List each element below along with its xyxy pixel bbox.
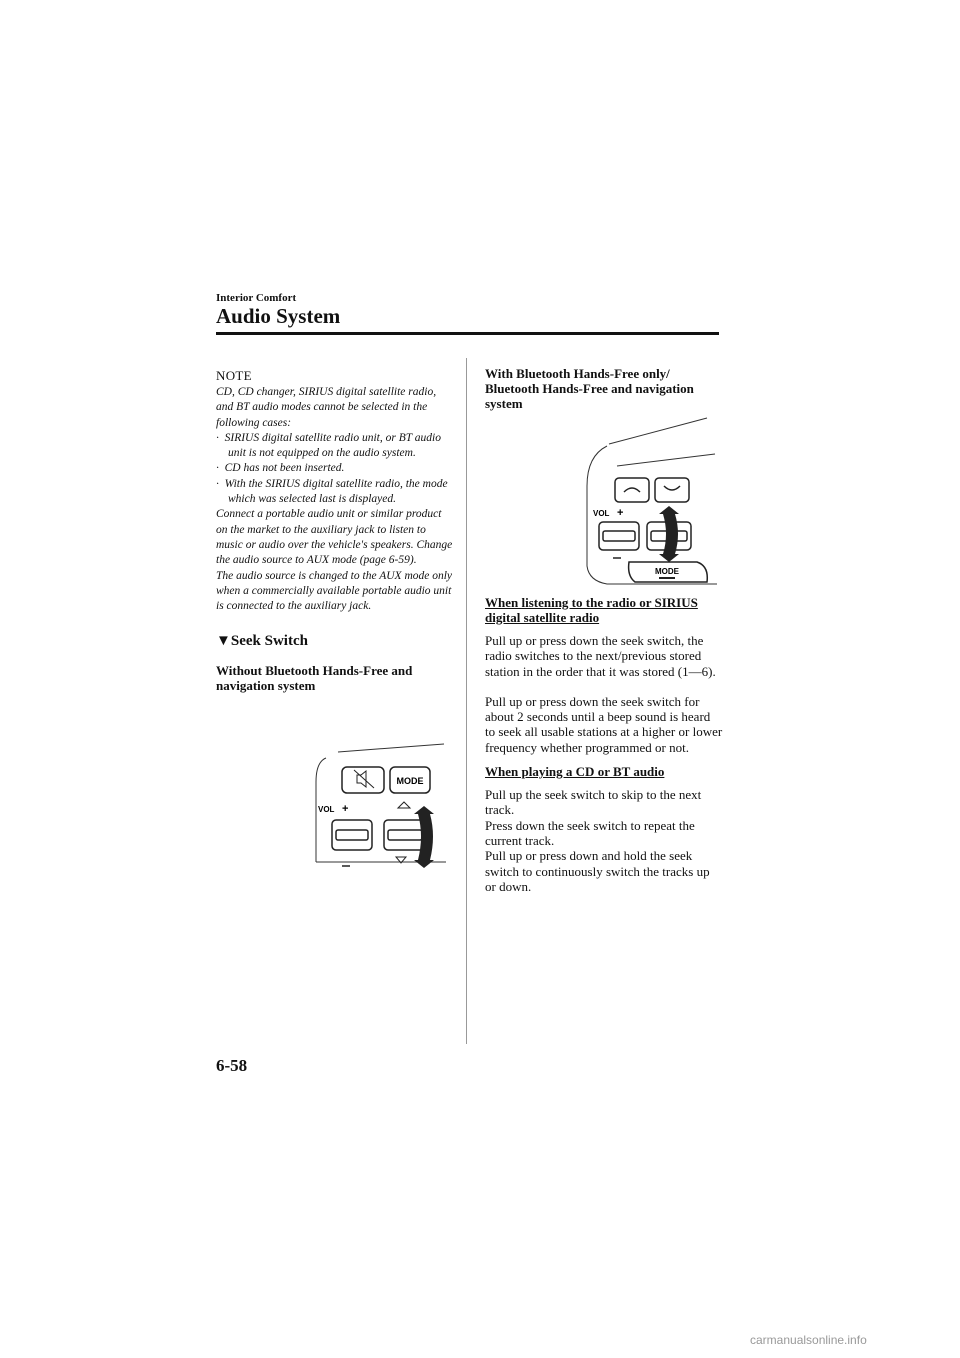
radio-heading: When listening to the radio or SIRIUS digital satellite radio	[485, 595, 698, 625]
watermark: carmanualsonline.info	[750, 1333, 867, 1347]
steering-switch-figure-2	[537, 416, 727, 596]
without-bluetooth-heading: Without Bluetooth Hands-Free and navigation system	[216, 663, 413, 694]
right-column	[485, 368, 723, 894]
note-aux-condition: The audio source is changed to the AUX mode only when a commercially available portable audio unit is connected to the auxiliary jack.	[216, 569, 453, 613]
header-rule	[216, 332, 719, 335]
page-title: Audio System	[216, 304, 341, 328]
vol-label: VOL	[593, 509, 610, 518]
radio-paragraph-1: Pull up or press down the seek switch, the radio switches to the next/previous stored station in the order that it was stored (1―6).	[485, 633, 716, 679]
page-number: 6-58	[216, 1056, 248, 1075]
cd-paragraph-1: Pull up the seek switch to skip to the next track.	[485, 787, 702, 818]
steering-switch-figure-1	[266, 742, 456, 872]
mute-button	[342, 767, 384, 793]
plus-icon: +	[342, 803, 349, 815]
cd-heading: When playing a CD or BT audio	[485, 764, 665, 780]
left-column	[216, 368, 454, 815]
note-bullet: · With the SIRIUS digital satellite radio, the mode which was selected last is displayed.	[216, 477, 448, 506]
note-bullet: · CD has not been inserted.	[216, 462, 345, 475]
section-label: Interior Comfort	[216, 292, 297, 304]
note-bullet: · SIRIUS digital satellite radio unit, or BT audio unit is not equipped on the audio system.	[216, 431, 441, 460]
with-bluetooth-heading: With Bluetooth Hands-Free only/ Bluetooth Hands-Free and navigation system	[485, 366, 694, 411]
cd-paragraph-3: Pull up or press down and hold the seek switch to continuously switch the tracks up or down.	[485, 848, 710, 894]
cd-paragraph-2: Press down the seek switch to repeat the current track.	[485, 817, 695, 848]
note-block	[216, 385, 454, 614]
seek-up-icon	[398, 802, 410, 808]
plus-icon: +	[617, 507, 624, 519]
note-aux-paragraph: Connect a portable audio unit or similar product on the market to the auxiliary jack to listen to music or audio over the vehicle's speakers. Change the audio source to AUX mode (page 6-59).	[216, 508, 453, 567]
radio-paragraph-2: Pull up or press down the seek switch for about 2 seconds until a beep sound is heard to seek all usable stations at a higher or lower frequency whether programmed or not.	[485, 693, 723, 755]
call-button	[615, 478, 649, 502]
vol-label: VOL	[318, 805, 335, 814]
seek-switch-heading: ▼Seek Switch	[216, 633, 308, 650]
column-divider	[466, 358, 467, 1044]
mode-label: MODE	[396, 776, 424, 786]
note-intro: CD, CD changer, SIRIUS digital satellite radio, and BT audio modes cannot be selected in the following cases:	[216, 386, 437, 429]
note-heading: NOTE	[216, 368, 252, 383]
mode-label: MODE	[655, 567, 679, 576]
triangle-down-icon: ▼	[216, 633, 231, 650]
